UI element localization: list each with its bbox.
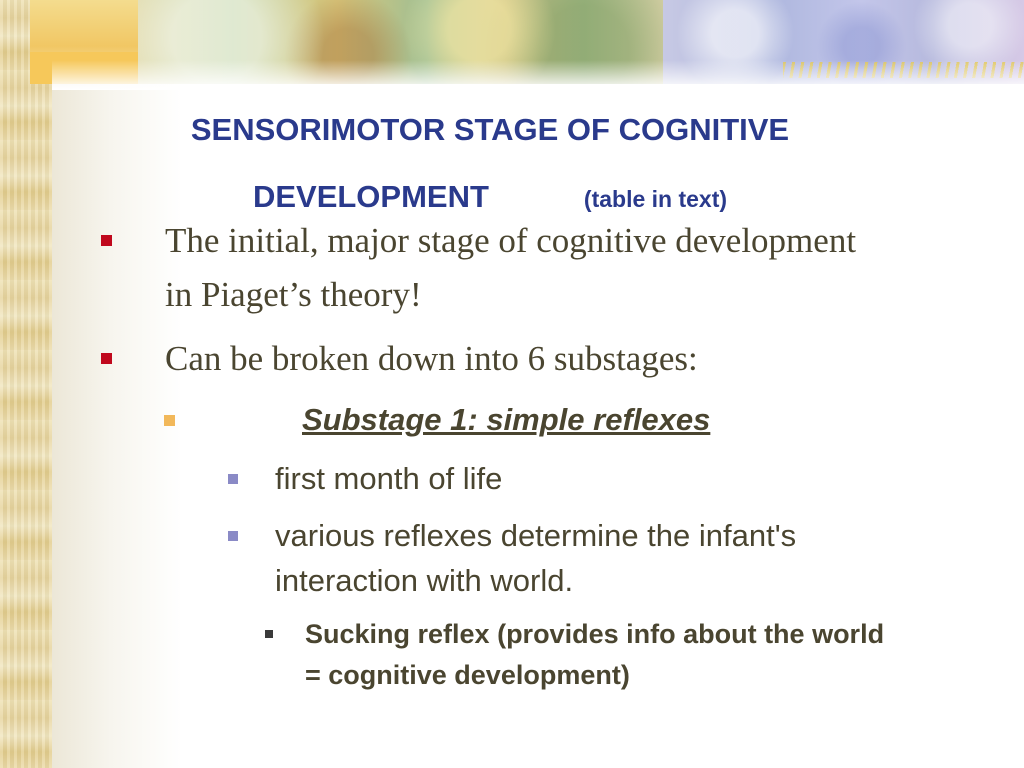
square-bullet-icon	[164, 415, 175, 426]
bullet-text: Can be broken down into 6 substages:	[165, 339, 698, 378]
bullet-text: The initial, major stage of cognitive development in Piaget’s theory!	[165, 221, 857, 314]
square-bullet-icon	[101, 235, 112, 246]
square-bullet-icon	[265, 630, 273, 638]
bullet-item	[165, 214, 885, 322]
square-bullet-icon	[101, 353, 112, 364]
slide-title-note: (table in text)	[583, 186, 728, 212]
sub-bullet-item	[302, 402, 710, 438]
slide-title-line1: SENSORIMOTOR STAGE OF COGNITIVE	[190, 112, 790, 147]
sub-sub-bullet-item	[275, 513, 865, 603]
bullet-item	[165, 332, 885, 386]
slide-title-line2: DEVELOPMENT	[252, 179, 489, 214]
bullet-text: Sucking reflex (provides info about the world = cognitive development)	[305, 619, 885, 690]
square-bullet-icon	[228, 531, 238, 541]
level4-bullet-item	[305, 614, 905, 696]
sub-sub-bullet-item	[275, 456, 865, 501]
bullet-text: various reflexes determine the infant's interaction with world.	[275, 518, 797, 598]
bullet-text: first month of life	[275, 461, 503, 496]
square-bullet-icon	[228, 474, 238, 484]
bullet-text: Substage 1: simple reflexes	[302, 402, 711, 437]
